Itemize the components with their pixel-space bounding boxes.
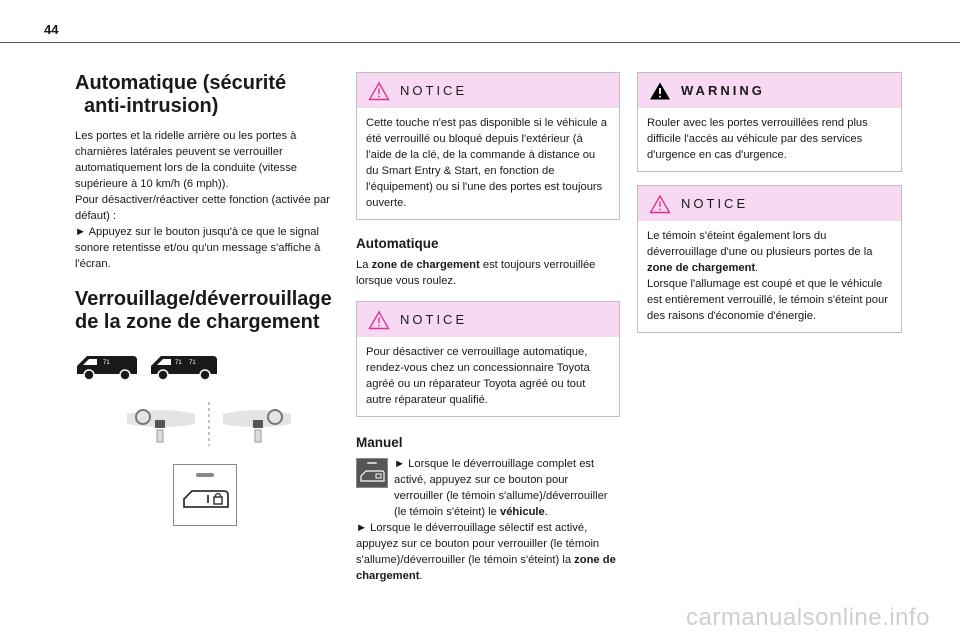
title-line-1: Automatique (sécurité [75, 72, 287, 94]
automatique-text: La zone de chargement est toujours verrouillée lorsque vous roulez. [356, 259, 596, 287]
dashboard-lhd-icon [125, 404, 197, 444]
title2-line-1: Verrouillage/déverrouillage [75, 288, 332, 310]
divider-dashed [207, 402, 211, 446]
manuel-step-1: ► Lorsque le déverrouillage complet est activé, appuyez sur ce bouton pour verrouiller (le témoin s'allume)/déverrouiller (le témoin s'éteint) le véhicule. [394, 458, 608, 518]
warning-triangle-icon [649, 194, 671, 214]
warning-triangle-icon [368, 310, 390, 330]
warning-title: WARNING [681, 83, 765, 98]
deactivate-instruction: Pour désactiver/réactiver cette fonction (activée par défaut) : [75, 194, 330, 222]
notice-box-3 [637, 185, 902, 333]
section-title-anti-intrusion [75, 72, 337, 118]
notice-body: Le témoin s'éteint également lors du déverrouillage d'une ou plusieurs portes de la zone de chargement. Lorsque l'allumage est coupé et que le véhicule est entièrement verrouillé, le témoin s'éteint pour des raisons d'économie d'énergie. [647, 230, 888, 322]
heading-manuel: Manuel [356, 435, 403, 450]
van-long-icon [149, 352, 219, 382]
notice-box-1 [356, 72, 620, 220]
van-label: 71 [103, 360, 110, 366]
page-number: 44 [44, 22, 59, 37]
title2-line-2: de la zone de chargement [75, 311, 320, 333]
warning-triangle-icon [368, 81, 390, 101]
manuel-step-2: ► Lorsque le déverrouillage sélectif est activé, appuyez sur ce bouton pour verrouiller (le témoin s'allume)/déverrouiller (le témoin s'éteint) la zone de chargement. [356, 522, 616, 582]
column-middle [356, 72, 620, 584]
dashboard-illustrations [75, 402, 337, 446]
column-left [75, 72, 337, 526]
top-divider [0, 42, 960, 43]
van-lock-icon [174, 465, 236, 525]
section-title-cargo-lock [75, 288, 337, 334]
title-line-2: anti-intrusion) [84, 95, 219, 117]
anti-intrusion-description: Les portes et la ridelle arrière ou les portes à charnières latérales peuvent se verrouiller automatiquement lors de la conduite (vitesse supérieure à 10 km/h (6 mph)). [75, 130, 298, 190]
van-illustrations [75, 352, 337, 382]
notice-header [638, 186, 901, 221]
column-right [637, 72, 902, 333]
van-label: 71 [175, 360, 182, 366]
notice-header [357, 302, 619, 337]
notice-title: NOTICE [400, 83, 468, 98]
warning-box [637, 72, 902, 172]
heading-automatique: Automatique [356, 236, 439, 251]
manuel-block [356, 456, 620, 584]
notice-box-2 [356, 301, 620, 417]
notice-body: Pour désactiver ce verrouillage automatique, rendez-vous chez un concessionnaire Toyota agréé ou un réparateur Toyota agréé ou tout autre réparateur qualifié. [366, 346, 590, 406]
notice-header [357, 73, 619, 108]
warning-header [638, 73, 901, 108]
cargo-lock-button-icon [356, 458, 388, 488]
van-short-icon [75, 352, 139, 382]
watermark: carmanualsonline.info [686, 604, 930, 631]
notice-title: NOTICE [681, 196, 749, 211]
notice-body: Cette touche n'est pas disponible si le véhicule a été verrouillé ou bloqué depuis l'extérieur (à l'aide de la clé, de la commande à distance ou du Smart Entry & Start, en fonction de l'équipement) ou si l'une des portes est toujours ouverte. [366, 117, 607, 209]
cargo-lock-button-illustration [173, 464, 237, 526]
warning-body: Rouler avec les portes verrouillées rend plus difficile l'accès au véhicule par des services d'urgence en cas d'urgence. [647, 117, 868, 161]
warning-filled-icon [649, 81, 671, 101]
van-label: 71 [189, 360, 196, 366]
dashboard-rhd-icon [221, 404, 293, 444]
notice-title: NOTICE [400, 312, 468, 327]
press-button-step: ► Appuyez sur le bouton jusqu'à ce que le signal sonore retentisse et/ou qu'un message s'affiche à l'écran. [75, 226, 321, 270]
